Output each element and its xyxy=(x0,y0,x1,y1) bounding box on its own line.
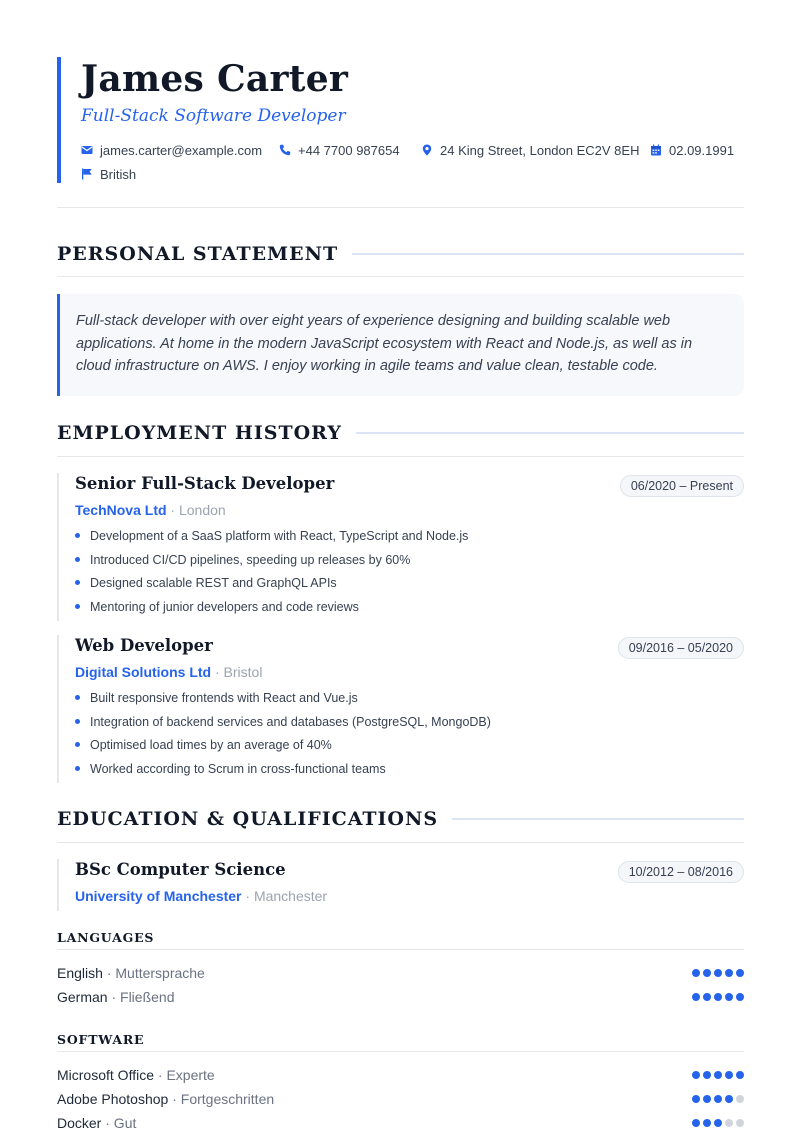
software-name: Docker xyxy=(57,1115,102,1131)
list-item: Integration of backend services and databases (PostgreSQL, MongoDB) xyxy=(75,713,491,737)
rating-dot-filled xyxy=(703,969,711,977)
software-label xyxy=(57,1067,215,1083)
rating-dot-filled xyxy=(714,969,722,977)
candidate-name: James Carter xyxy=(81,58,349,100)
language-row xyxy=(57,987,744,1007)
nationality-text: British xyxy=(100,166,137,182)
software-level: · Experte xyxy=(157,1067,215,1083)
job-title: Senior Full-Stack Developer xyxy=(75,474,335,493)
job-entry xyxy=(57,473,744,621)
software-row xyxy=(57,1113,744,1131)
section-title-line xyxy=(352,253,744,255)
contact-nationality xyxy=(81,165,136,183)
rating-dot-filled xyxy=(703,1119,711,1127)
section-personal-statement xyxy=(57,242,744,266)
section-title-line xyxy=(356,432,744,434)
rating-dot-filled xyxy=(692,1119,700,1127)
header-divider xyxy=(57,207,744,208)
list-item: Worked according to Scrum in cross-functional teams xyxy=(75,760,491,784)
address-text: 24 King Street, London EC2V 8EH xyxy=(440,142,640,158)
language-name: German xyxy=(57,989,108,1005)
rating-dot-empty xyxy=(736,1095,744,1103)
calendar-icon xyxy=(650,144,662,156)
email-text: james.carter@example.com xyxy=(100,142,263,158)
section-divider xyxy=(57,842,744,843)
job-entry xyxy=(57,635,744,783)
personal-statement-text: Full-stack developer with over eight years of experience designing and building scalable web applications. At home in the modern JavaScript ecosystem with React and Node.js, as well as in cloud infrastructure on AWS. I enjoy working in agile teams and value clean, testable code. xyxy=(76,313,693,374)
software-row xyxy=(57,1065,744,1085)
dob-text: 02.09.1991 xyxy=(669,142,735,158)
date-badge: 10/2012 – 08/2016 xyxy=(618,861,744,883)
software-label xyxy=(57,1115,136,1131)
section-title: EMPLOYMENT HISTORY xyxy=(57,422,342,444)
rating-dots xyxy=(692,1071,744,1079)
rating-dots xyxy=(692,969,744,977)
list-item: Introduced CI/CD pipelines, speeding up releases by 60% xyxy=(75,551,468,575)
section-title: PERSONAL STATEMENT xyxy=(57,243,339,265)
job-location: · Bristol xyxy=(215,664,263,680)
language-label xyxy=(57,965,205,981)
language-row xyxy=(57,963,744,983)
rating-dot-filled xyxy=(703,1071,711,1079)
job-company-line xyxy=(75,501,226,519)
job-company-line xyxy=(75,663,262,681)
language-level: · Fließend xyxy=(111,989,175,1005)
software-heading: SOFTWARE xyxy=(57,1032,744,1052)
rating-dots xyxy=(692,1119,744,1127)
list-item: Optimised load times by an average of 40% xyxy=(75,736,491,760)
rating-dot-filled xyxy=(692,1071,700,1079)
rating-dot-filled xyxy=(725,1095,733,1103)
rating-dot-filled xyxy=(714,993,722,1001)
location-pin-icon xyxy=(421,144,433,156)
phone-text: +44 7700 987654 xyxy=(298,142,400,158)
software-level: · Gut xyxy=(105,1115,137,1131)
contact-address xyxy=(421,141,639,159)
rating-dot-filled xyxy=(714,1119,722,1127)
rating-dot-filled xyxy=(725,969,733,977)
language-name: English xyxy=(57,965,103,981)
rating-dot-filled xyxy=(725,1071,733,1079)
software-name: Microsoft Office xyxy=(57,1067,154,1083)
rating-dot-filled xyxy=(703,993,711,1001)
job-bullets xyxy=(75,527,468,622)
language-label xyxy=(57,989,175,1005)
rating-dots xyxy=(692,1095,744,1103)
language-level: · Muttersprache xyxy=(106,965,205,981)
software-name: Adobe Photoshop xyxy=(57,1091,169,1107)
rating-dot-filled xyxy=(714,1071,722,1079)
languages-heading: LANGUAGES xyxy=(57,930,744,950)
list-item: Development of a SaaS platform with React, TypeScript and Node.js xyxy=(75,527,468,551)
rating-dot-filled xyxy=(736,969,744,977)
rating-dots xyxy=(692,993,744,1001)
section-divider xyxy=(57,456,744,457)
envelope-icon xyxy=(81,144,93,156)
job-location: · London xyxy=(170,502,226,518)
school-location: · Manchester xyxy=(245,888,328,904)
candidate-title: Full-Stack Software Developer xyxy=(81,106,346,126)
personal-statement-box xyxy=(57,294,744,396)
software-row xyxy=(57,1089,744,1109)
education-entry xyxy=(57,859,744,911)
date-badge: 09/2016 – 05/2020 xyxy=(618,637,744,659)
resume-header xyxy=(57,57,744,183)
header-accent-bar xyxy=(57,57,61,183)
job-bullets xyxy=(75,689,491,784)
company-name: TechNova Ltd xyxy=(75,502,167,518)
school-name: University of Manchester xyxy=(75,888,242,904)
section-education xyxy=(57,807,744,831)
rating-dot-filled xyxy=(736,993,744,1001)
list-item: Designed scalable REST and GraphQL APIs xyxy=(75,574,468,598)
software-level: · Fortgeschritten xyxy=(172,1091,275,1107)
date-badge: 06/2020 – Present xyxy=(620,475,744,497)
degree-title: BSc Computer Science xyxy=(75,860,286,879)
rating-dot-empty xyxy=(736,1119,744,1127)
section-title: EDUCATION & QUALIFICATIONS xyxy=(57,808,439,830)
rating-dot-filled xyxy=(692,969,700,977)
school-line xyxy=(75,887,327,905)
rating-dot-filled xyxy=(736,1071,744,1079)
rating-dot-empty xyxy=(725,1119,733,1127)
section-employment-history xyxy=(57,421,744,445)
section-divider xyxy=(57,276,744,277)
section-title-line xyxy=(452,818,744,820)
phone-icon xyxy=(279,144,291,156)
rating-dot-filled xyxy=(725,993,733,1001)
contact-dob xyxy=(650,141,734,159)
contact-phone[interactable] xyxy=(279,141,400,159)
list-item: Built responsive frontends with React and Vue.js xyxy=(75,689,491,713)
contact-email[interactable] xyxy=(81,141,262,159)
rating-dot-filled xyxy=(692,993,700,1001)
software-label xyxy=(57,1091,274,1107)
rating-dot-filled xyxy=(714,1095,722,1103)
list-item: Mentoring of junior developers and code reviews xyxy=(75,598,468,622)
rating-dot-filled xyxy=(703,1095,711,1103)
company-name: Digital Solutions Ltd xyxy=(75,664,212,680)
job-title: Web Developer xyxy=(75,636,213,655)
rating-dot-filled xyxy=(692,1095,700,1103)
flag-icon xyxy=(81,168,93,180)
